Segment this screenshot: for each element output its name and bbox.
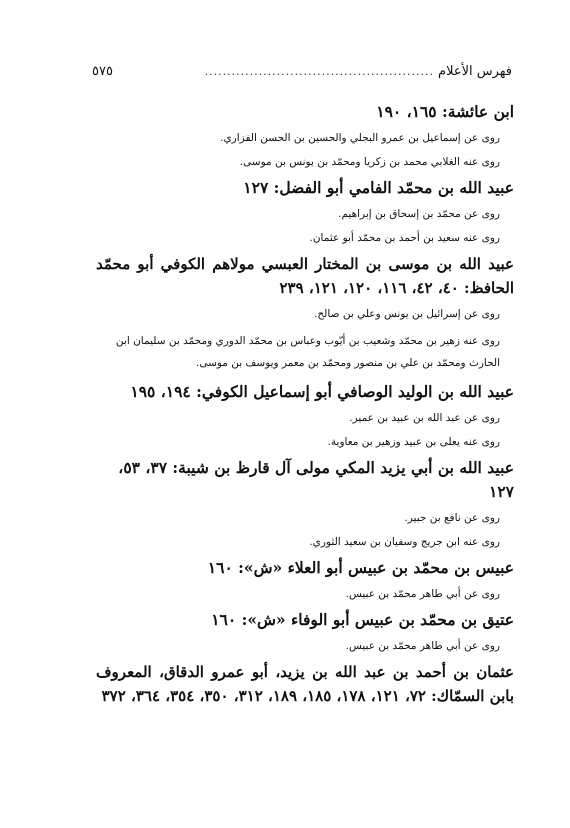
entry-name: عبيد الله بن محمّد الفامي أبو الفضل: ١٢٧ [243,178,514,197]
entry-transmitted-by: روى عنه يعلى بن عبيد وزهير بن معاوية. [327,436,500,448]
entry-transmitted-from: روى عن عبد الله بن عبيد بن عمير. [349,412,500,424]
entry-transmitted-from: روى عن أبي طاهر محمّد بن عبيس. [345,640,500,652]
entry-name: عبيس بن محمّد بن عبيس أبو العلاء «ش»: ١٦٠ [207,558,514,577]
entry-name: عثمان بن أحمد بن عبد الله بن يزيد، أبو عمرو الدقاق، المعروف بابن السمّاك: ٧٢، ١٢١، ١٧٨، ١٨٥، ١٨٩، ٣١٢، ٣٥٠، ٣٥٤، ٣٦٤، ٣٧٢ [96,663,514,705]
entry-transmitted-from: روى عن محمّد بن إسحاق بن إبراهيم. [338,208,500,220]
entry-transmitted-by: روى عنه زهير بن محمّد وشعيب بن أيّوب وعباس بن محمّد الدوري ومحمّد بن سليمان ابن الحارث ومحمّد بن علي بن منصور ومحمّد بن معمر ويوسف بن موسى. [115,335,500,369]
header-title: فهرس الأعلام [438,64,512,79]
entry-name: عبيد الله بن موسى بن المختار العبسي مولاهم الكوفي أبو محمّد الحافظ: ٤٠، ٤٢، ١١٦، ١٢٠، ١٢١، ٢٣٩ [96,255,514,297]
entry-transmitted-by: روى عنه سعيد بن أحمد بن محمّد أبو عثمان. [309,232,500,244]
running-header [92,64,512,86]
index-content [96,100,514,708]
entry-transmitted-from: روى عن أبي طاهر محمّد بن عبيس. [345,588,500,600]
entry-transmitted-from: روى عن إسماعيل بن عمرو البجلي والحسين بن الحسن الفزاري. [220,132,500,144]
header-leader-dots: ................................................... [204,65,435,78]
entry-transmitted-by: روى عنه الغلابي محمد بن زكريا ومحمّد بن يونس بن موسى. [239,156,500,168]
entry-name: عتيق بن محمّد بن عبيس أبو الوفاء «ش»: ١٦٠ [211,610,514,629]
entry-transmitted-by: روى عنه ابن جريج وسفيان بن سعيد الثوري. [309,536,500,548]
entry-transmitted-from: روى عن نافع بن جبير. [404,512,500,524]
entry-name: عبيد الله بن الوليد الوصافي أبو إسماعيل الكوفي: ١٩٤، ١٩٥ [130,382,514,401]
entry-name: عبيد الله بن أبي يزيد المكي مولى آل قارظ بن شيبة: ٣٧، ٥٣، ١٢٧ [118,458,514,501]
entry-name: ابن عائشة: ١٦٥، ١٩٠ [376,102,514,121]
entry-transmitted-from: روى عن إسرائيل بن يونس وعلي بن صالح. [314,308,500,320]
page-number: ٥٧٥ [92,64,113,79]
